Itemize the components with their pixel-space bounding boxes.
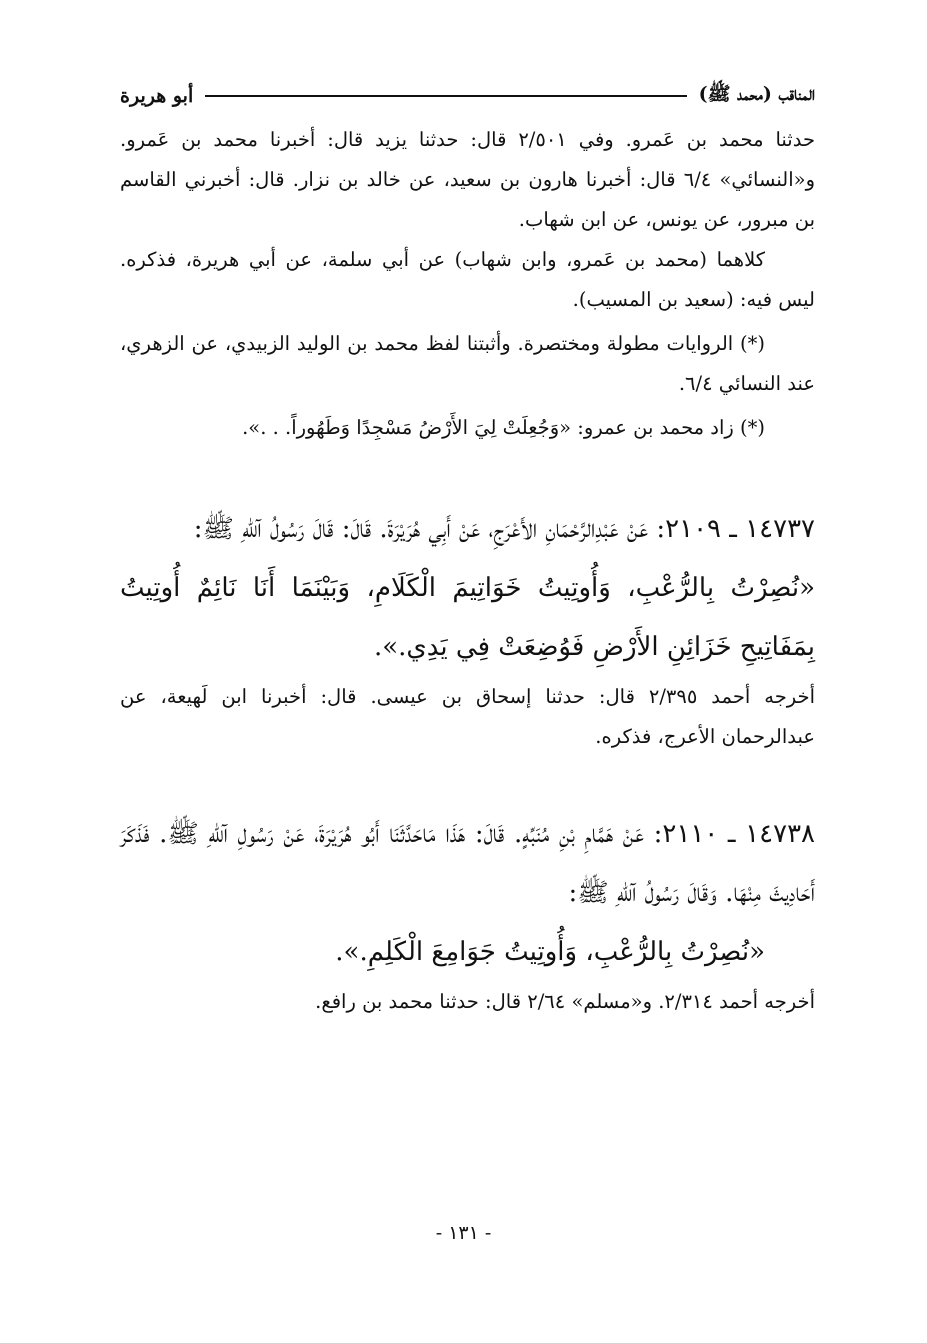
hadith-takhrij: أخرجه أحمد ٢/٣١٤. و«مسلم» ٢/٦٤ قال: حدثنا محمد بن رافع. [315,990,815,1013]
header-section: أبو هريرة [120,85,194,107]
hadith-intro: ١٤٧٣٧ ـ ٢١٠٩: عَنْ عَبْدِالرَّحْمَانِ الأَعْرَجِ، عَنْ أَبِي هُرَيْرَةَ. قَالَ: قَالَ رَسُولُ آللهِ ﷺ: [193,514,815,544]
note-paragraph-1: حدثنا محمد بن عَمرو. وفي ٢/٥٠١ قال: حدثنا يزيد قال: أخبرنا محمد بن عَمرو. و«النسائي» ٦/٤ قال: أخبرنا هارون بن سعيد، عن خالد بن نزار. قال: أخبرني القاسم بن مبرور، عن يونس، عن ابن شهاب. [120,128,815,231]
hadith-text: «نُصِرْتُ بِالرُّعْبِ، وَأُوتِيتُ خَوَاتِيمَ الْكَلَامِ، وَبَيْنَمَا أَنَا نَائِمٌ أُوتِيتُ بِمَفَاتِيحِ خَزَائِنِ الأَرْضِ فَوُضِعَتْ فِي يَدِي.». [120,573,815,662]
header-rule [205,95,686,97]
running-header [120,78,815,114]
header-chapter: المناقب (محمد ﷺ) [698,83,815,105]
hadith-text: «نُصِرْتُ بِالرُّعْبِ، وَأُوتِيتُ جَوَامِعَ الْكَلِمِ.». [335,937,765,967]
top-notes [120,120,815,448]
hadith-14737 [120,500,815,757]
note-paragraph-4: (*) زاد محمد بن عمرو: «وَجُعِلَتْ لِيَ الأَرْضُ مَسْجِدًا وَطَهُوراً. . .». [242,416,765,439]
hadith-takhrij: أخرجه أحمد ٢/٣٩٥ قال: حدثنا إسحاق بن عيسى. قال: أخبرنا ابن لَهيعة، عن عبدالرحمان الأعرج، فذكره. [120,685,815,748]
hadith-intro: ١٤٧٣٨ ـ ٢١١٠: عَنْ هَمَّامِ بْنِ مُنَبِّهٍ. قَالَ: هَذَا مَاحَدَّثَنَا أَبُو هُرَيْرَةَ، عَنْ رَسُولِ آللهِ ﷺ. فَذَكَرَ أَحَادِيثَ مِنْهَا. وَقَالَ رَسُولُ آللهِ ﷺ: [120,819,815,908]
note-paragraph-2: كلاهما (محمد بن عَمرو، وابن شهاب) عن أبي سلمة، عن أبي هريرة، فذكره. ليس فيه: (سعيد بن المسيب). [120,248,815,311]
hadith-14738 [120,805,815,1022]
page-body [120,78,815,1022]
page-number: - ١٣١ - [435,1222,492,1244]
note-paragraph-3: (*) الروايات مطولة ومختصرة. وأثبتنا لفظ محمد بن الوليد الزبيدي، عن الزهري، عند النسائي ٦/٤. [120,332,815,395]
